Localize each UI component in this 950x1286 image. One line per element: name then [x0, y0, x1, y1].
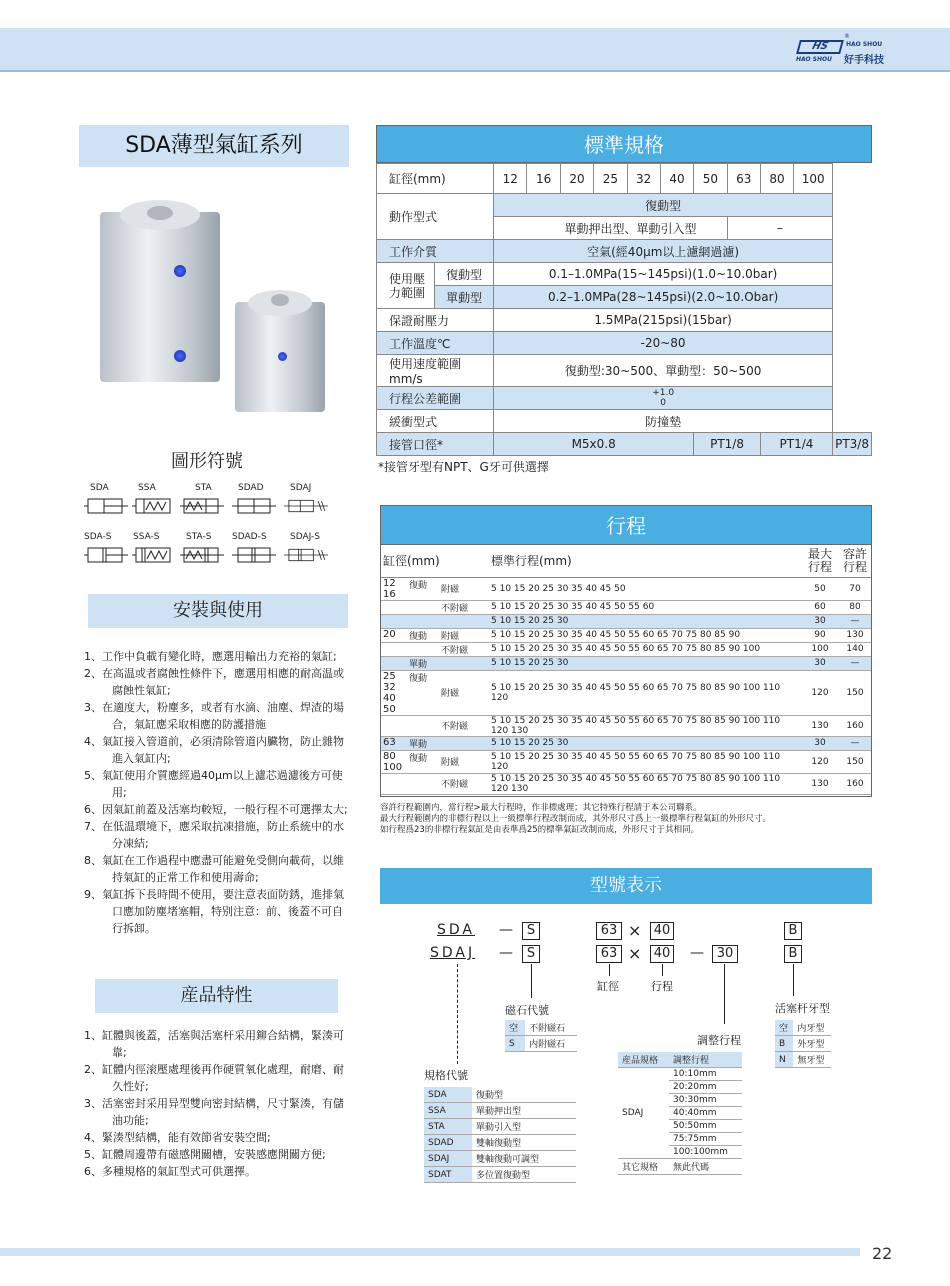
list-item: 8、氣缸在工作過程中應盡可能避免受側向載荷，以維持氣缸的正常工作和使用壽命;	[84, 854, 344, 884]
port-label: 接管口徑*	[377, 433, 494, 456]
stroke-allow: 70	[838, 577, 872, 600]
temp-label: 工作溫度℃	[377, 332, 494, 355]
cylinder-magnet-spring-symbol-icon	[180, 545, 224, 565]
tolerance-label: 行程公差範圍	[377, 387, 494, 410]
stroke-type: 復動	[406, 670, 438, 715]
model-adjust-box: 30	[712, 945, 738, 963]
adjust-head: 産品規格	[618, 1052, 669, 1068]
stroke-max: 30	[802, 614, 838, 628]
magnet-table	[505, 1020, 577, 1052]
thread-caption: 活塞杆牙型	[775, 1002, 830, 1015]
spec-desc: 雙軸復動型	[472, 1135, 576, 1151]
stroke-bore: 80 100	[380, 750, 406, 773]
bore-label: 缸徑(mm)	[377, 164, 494, 194]
proof-value: 1.5MPa(215psi)(15bar)	[494, 309, 833, 332]
spec-code: SDAD	[424, 1135, 472, 1151]
stroke-type	[406, 715, 438, 736]
spec-title: 標準規格	[376, 125, 872, 163]
cylinder-spring-symbol-icon	[180, 496, 224, 516]
stroke-magnet: 附磁	[438, 577, 488, 600]
list-item: 2、在高温或者腐蝕性條件下，應選用相應的耐高温或腐蝕性氣缸;	[84, 667, 344, 697]
list-item: 2、缸體内徑滚壓處理後再作硬質氧化處理，耐磨、耐久性好;	[84, 1063, 344, 1093]
model-title: 型號表示	[380, 868, 872, 904]
adjust-value: 100:100mm	[669, 1146, 742, 1159]
stroke-values: 5 10 15 20 25 30 35 40 45 50	[488, 577, 802, 600]
list-item: 1、缸體與後蓋，活塞與活塞杆采用鉚合結構，緊湊可靠;	[84, 1029, 344, 1059]
magnet-desc: 不附磁石	[525, 1020, 577, 1036]
stroke-type: 復動	[406, 750, 438, 773]
model-dash: —	[499, 922, 513, 938]
symbol-label: SDA	[90, 483, 109, 493]
bore-caption: 缸徑	[597, 980, 619, 993]
tolerance-value	[494, 387, 833, 410]
stroke-magnet: 附磁	[438, 670, 488, 715]
registered-mark: ®	[844, 33, 850, 40]
stroke-header-bore: 缸徑(mm)	[380, 545, 488, 577]
model-magnet-box: S	[522, 922, 540, 940]
cylinder-spring-symbol-icon	[132, 496, 176, 516]
table-row	[380, 642, 872, 656]
medium-value: 空氣(經40μm以上濾網過濾)	[494, 240, 833, 263]
magnet-code: S	[505, 1036, 525, 1052]
stroke-allow: 140	[838, 642, 872, 656]
stroke-magnet	[438, 656, 488, 670]
model-times: ×	[628, 921, 642, 940]
symbol-label: SDAJ-S	[290, 532, 320, 542]
stroke-type: 復動	[406, 577, 438, 600]
stroke-max: 60	[802, 600, 838, 614]
spec-code-caption: 規格代號	[424, 1069, 468, 1082]
stroke-values: 5 10 15 20 25 30 35 40 45 50 55 60 65 70 75 80 85 90 100 110 120 130	[488, 773, 802, 794]
symbol-label: SDAD-S	[232, 532, 267, 542]
model-thread-box: B	[784, 922, 802, 940]
stroke-max: 100	[802, 642, 838, 656]
spec-code-table	[424, 1087, 576, 1183]
tolerance-bottom: 0	[660, 398, 666, 408]
list-item: 9、氣缸拆下長時間不使用，要注意表面防銹，進排氣口應加防塵堵塞帽，特别注意：前、後蓋不可自行拆卸。	[84, 888, 344, 935]
speed-label: 使用速度範圍mm/s	[377, 355, 494, 387]
pressure-single-label: 單動型	[435, 286, 494, 309]
cylinder-magnet-symbol-icon	[84, 545, 128, 565]
stroke-header-std: 標準行程(mm)	[488, 545, 802, 577]
magnet-desc: 内附磁石	[525, 1036, 577, 1052]
stroke-values: 5 10 15 20 25 30	[488, 614, 802, 628]
table-row	[380, 656, 872, 670]
stroke-magnet: 附磁	[438, 750, 488, 773]
stroke-type	[406, 773, 438, 794]
temp-value: -20~80	[494, 332, 833, 355]
symbol-label: SSA	[138, 483, 156, 493]
symbol-label: STA	[195, 483, 212, 493]
connector-line	[662, 964, 663, 976]
bore-value: 20	[560, 164, 593, 194]
product-image	[95, 182, 335, 432]
stroke-header-allow: 容許行程	[838, 545, 872, 577]
stroke-magnet	[438, 614, 488, 628]
cylinder-symbol-icon	[84, 496, 128, 516]
stroke-values: 5 10 15 20 25 30	[488, 656, 802, 670]
bore-value: 16	[527, 164, 560, 194]
model-dash: —	[690, 945, 704, 961]
stroke-values: 5 10 15 20 25 30 35 40 45 50 55 60 65 70 75 80 85 90	[488, 628, 802, 642]
model-stroke-box: 40	[650, 945, 674, 963]
adjust-value: 40:40mm	[669, 1107, 742, 1120]
thread-code: N	[775, 1052, 793, 1068]
adjust-value: 30:30mm	[669, 1094, 742, 1107]
stroke-magnet: 附磁	[438, 628, 488, 642]
list-item: 4、氣缸接入管道前，必須清除管道内臟物，防止雜物進入氣缸内;	[84, 735, 344, 765]
proof-label: 保證耐壓力	[377, 309, 494, 332]
bore-value: 25	[594, 164, 627, 194]
list-item: 3、在適度大，粉塵多，或者有水滴、油塵、焊渣的場合，氣缸應采取相應的防護措施	[84, 701, 344, 731]
bore-value: 12	[494, 164, 527, 194]
stroke-allow: 150	[838, 670, 872, 715]
medium-label: 工作介質	[377, 240, 494, 263]
list-item: 6、多種規格的氣缸型式可供選擇。	[84, 1165, 256, 1178]
spec-note: *接管牙型有NPT、G牙可供選擇	[378, 460, 549, 474]
stroke-max: 120	[802, 670, 838, 715]
stroke-max: 120	[802, 750, 838, 773]
spec-desc: 復動型	[472, 1087, 576, 1103]
thread-desc: 無牙型	[793, 1052, 831, 1068]
stroke-bore: 12 16	[380, 577, 406, 600]
list-item: 5、缸體周邊帶有磁感開關槽，安裝感應開關方便;	[84, 1148, 326, 1161]
magnet-caption: 磁石代號	[505, 1004, 549, 1017]
model-magnet-box: S	[522, 945, 540, 963]
pressure-single: 0.2–1.0MPa(28~145psi)(2.0~10.Obar)	[494, 286, 833, 309]
cylinder-double-rod-symbol-icon	[232, 496, 276, 516]
stroke-values: 5 10 15 20 25 30 35 40 45 50 55 60 65 70 75 80 85 90 100 110 120 130	[488, 715, 802, 736]
page-number: 22	[872, 1244, 893, 1263]
adjust-value: 10:10mm	[669, 1068, 742, 1081]
port-value: PT3/8	[833, 433, 872, 456]
features-title: 産品特性	[95, 979, 338, 1013]
list-item: 6、因氣缸前蓋及活塞均較短，一般行程不可選擇太大;	[84, 803, 348, 816]
adjust-value: 75:75mm	[669, 1133, 742, 1146]
stroke-bore	[380, 642, 406, 656]
connector-line	[793, 964, 794, 996]
model-stroke-box: 40	[650, 922, 674, 940]
cylinder-adjustable-symbol-icon	[284, 496, 328, 516]
model-series: SDA	[437, 922, 475, 938]
bottom-bar	[0, 1248, 860, 1256]
stroke-note: 容許行程範圍内，當行程>最大行程時，作非標處理；其它特殊行程請于本公司聯系。	[380, 803, 702, 813]
spec-desc: 單動引入型	[472, 1119, 576, 1135]
stroke-type	[406, 614, 438, 628]
stroke-header-max: 最大行程	[802, 545, 838, 577]
table-row	[380, 736, 872, 750]
table-row	[380, 577, 872, 600]
stroke-allow: —	[838, 656, 872, 670]
adjust-other: 無此代碼	[669, 1159, 742, 1175]
stroke-type: 單動	[406, 656, 438, 670]
brand-en-name-small: HAO SHOU	[796, 56, 832, 63]
cushion-label: 緩衝型式	[377, 410, 494, 433]
spec-desc: 雙軸復動可調型	[472, 1151, 576, 1167]
table-row	[380, 670, 872, 715]
tolerance-top: +1.0	[652, 388, 675, 398]
model-series: SDAJ	[430, 945, 476, 961]
speed-value: 復動型:30~500、單動型：50~500	[494, 355, 833, 387]
model-dash: —	[499, 945, 513, 961]
spec-table	[376, 163, 872, 456]
symbol-label: SDAJ	[290, 483, 312, 493]
list-item: 1、工作中負載有變化時，應選用輸出力充裕的氣缸;	[84, 650, 337, 663]
port-value: M5x0.8	[494, 433, 694, 456]
stroke-magnet: 不附磁	[438, 642, 488, 656]
stroke-note: 最大行程範圍内的非標行程以上一級標準行程改制而成，其外形尺寸爲上一級標準行程氣缸的外形尺寸。	[380, 814, 772, 824]
stroke-magnet: 不附磁	[438, 715, 488, 736]
port-value: PT1/4	[760, 433, 832, 456]
adjust-head: 調整行程	[669, 1052, 742, 1068]
thread-code: B	[775, 1036, 793, 1052]
stroke-type	[406, 642, 438, 656]
adjust-other: 其它規格	[618, 1159, 669, 1175]
spec-code: STA	[424, 1119, 472, 1135]
stroke-allow: 160	[838, 773, 872, 794]
port-value: PT1/8	[694, 433, 761, 456]
stroke-bore	[380, 715, 406, 736]
stroke-bore	[380, 656, 406, 670]
pressure-double-label: 復動型	[435, 263, 494, 286]
stroke-allow: 150	[838, 750, 872, 773]
adjust-value: 20:20mm	[669, 1081, 742, 1094]
bore-value: 63	[727, 164, 760, 194]
stroke-table	[380, 545, 872, 795]
stroke-allow: —	[838, 736, 872, 750]
stroke-bore: 20	[380, 628, 406, 642]
spec-code: SDAT	[424, 1167, 472, 1183]
stroke-type: 單動	[406, 736, 438, 750]
bore-value: 50	[694, 164, 727, 194]
table-row	[380, 614, 872, 628]
stroke-bore	[380, 773, 406, 794]
model-times: ×	[628, 944, 642, 963]
model-bore-box: 63	[596, 922, 622, 940]
cylinder-magnet-spring-symbol-icon	[132, 545, 176, 565]
table-row	[380, 750, 872, 773]
cylinder-adjustable-magnet-symbol-icon	[284, 545, 328, 565]
pressure-double: 0.1–1.0MPa(15~145psi)(1.0~10.0bar)	[494, 263, 833, 286]
thread-desc: 外牙型	[793, 1036, 831, 1052]
stroke-allow: 80	[838, 600, 872, 614]
stroke-max: 30	[802, 656, 838, 670]
symbol-label: SDA-S	[84, 532, 112, 542]
stroke-note: 如行程爲23的非標行程氣缸是由表準爲25的標準氣缸改制而成，外形尺寸于其相同。	[380, 825, 700, 835]
adjust-caption: 調整行程	[697, 1034, 741, 1047]
table-row	[380, 715, 872, 736]
stroke-bore: 63	[380, 736, 406, 750]
magnet-code: 空	[505, 1020, 525, 1036]
adjust-table	[618, 1052, 742, 1175]
cylinder-double-rod-magnet-symbol-icon	[232, 545, 276, 565]
stroke-values: 5 10 15 20 25 30 35 40 45 50 55 60 65 70 75 80 85 90 100 110 120	[488, 670, 802, 715]
bore-value: 32	[627, 164, 660, 194]
bore-value: 40	[660, 164, 693, 194]
action-label: 動作型式	[377, 194, 494, 240]
adjust-model: SDAJ	[618, 1068, 669, 1159]
stroke-allow: 130	[838, 628, 872, 642]
stroke-values: 5 10 15 20 25 30	[488, 736, 802, 750]
thread-table	[775, 1020, 831, 1068]
cushion-value: 防撞墊	[494, 410, 833, 433]
action-dash: –	[727, 217, 833, 240]
brand-cn-name: 好手科技	[844, 55, 884, 66]
model-bore-box: 63	[596, 945, 622, 963]
table-row	[380, 773, 872, 794]
thread-code: 空	[775, 1020, 793, 1036]
stroke-magnet: 不附磁	[438, 773, 488, 794]
brand-en-name: HAO SHOU	[846, 41, 883, 48]
adjust-value: 50:50mm	[669, 1120, 742, 1133]
list-item: 3、活塞密封采用异型雙向密封結構，尺寸緊湊，有儲油功能;	[84, 1097, 344, 1127]
stroke-values: 5 10 15 20 25 30 35 40 45 50 55 60 65 70 75 80 85 90 100 110 120	[488, 750, 802, 773]
symbol-label: STA-S	[186, 532, 212, 542]
install-title: 安裝與使用	[88, 594, 348, 628]
stroke-bore	[380, 614, 406, 628]
stroke-magnet	[438, 736, 488, 750]
stroke-caption: 行程	[651, 980, 673, 993]
bore-value: 80	[760, 164, 793, 194]
model-thread-box: B	[784, 945, 802, 963]
stroke-max: 90	[802, 628, 838, 642]
stroke-type: 復動	[406, 628, 438, 642]
stroke-max: 130	[802, 715, 838, 736]
spec-desc: 單動押出型	[472, 1103, 576, 1119]
list-item: 5、氣缸使用介質應經過40μm以上濾芯過濾後方可使用;	[84, 769, 343, 799]
list-item: 7、在低温環境下，應采取抗凍措施，防止系統中的水分凍結;	[84, 820, 344, 850]
stroke-max: 130	[802, 773, 838, 794]
logo-mark: HS	[796, 40, 844, 54]
brand-logo	[796, 33, 888, 66]
stroke-type	[406, 600, 438, 614]
install-list	[84, 648, 350, 937]
connector-line	[724, 964, 725, 1024]
stroke-notes	[380, 803, 880, 836]
stroke-title: 行程	[380, 505, 872, 545]
bore-value: 100	[794, 164, 833, 194]
stroke-max: 50	[802, 577, 838, 600]
spec-code: SSA	[424, 1103, 472, 1119]
action-single: 單動押出型、單動引入型	[494, 217, 727, 240]
stroke-allow: 160	[838, 715, 872, 736]
stroke-values: 5 10 15 20 25 30 35 40 45 50 55 60 65 70 75 80 85 90 100	[488, 642, 802, 656]
thread-desc: 内牙型	[793, 1020, 831, 1036]
table-row	[380, 628, 872, 642]
stroke-max: 30	[802, 736, 838, 750]
list-item: 4、緊湊型結構，能有效節省安裝空間;	[84, 1131, 271, 1144]
connector-line	[609, 964, 610, 976]
table-row	[380, 600, 872, 614]
spec-code: SDA	[424, 1087, 472, 1103]
connector-line	[457, 964, 458, 1064]
action-double: 復動型	[494, 194, 833, 217]
symbol-label: SDAD	[238, 483, 264, 493]
spec-desc: 多位置復動型	[472, 1167, 576, 1183]
page-title: SDA薄型氣缸系列	[79, 125, 349, 167]
features-list	[84, 1027, 350, 1180]
pressure-label: 使用壓力範圍	[377, 263, 435, 309]
stroke-bore: 25 32 40 50	[380, 670, 406, 715]
stroke-values: 5 10 15 20 25 30 35 40 45 50 55 60	[488, 600, 802, 614]
symbols-title: 圖形符號	[171, 451, 243, 472]
stroke-magnet: 不附磁	[438, 600, 488, 614]
symbol-label: SSA-S	[133, 532, 160, 542]
stroke-bore	[380, 600, 406, 614]
connector-line	[531, 964, 532, 998]
stroke-allow: —	[838, 614, 872, 628]
spec-code: SDAJ	[424, 1151, 472, 1167]
